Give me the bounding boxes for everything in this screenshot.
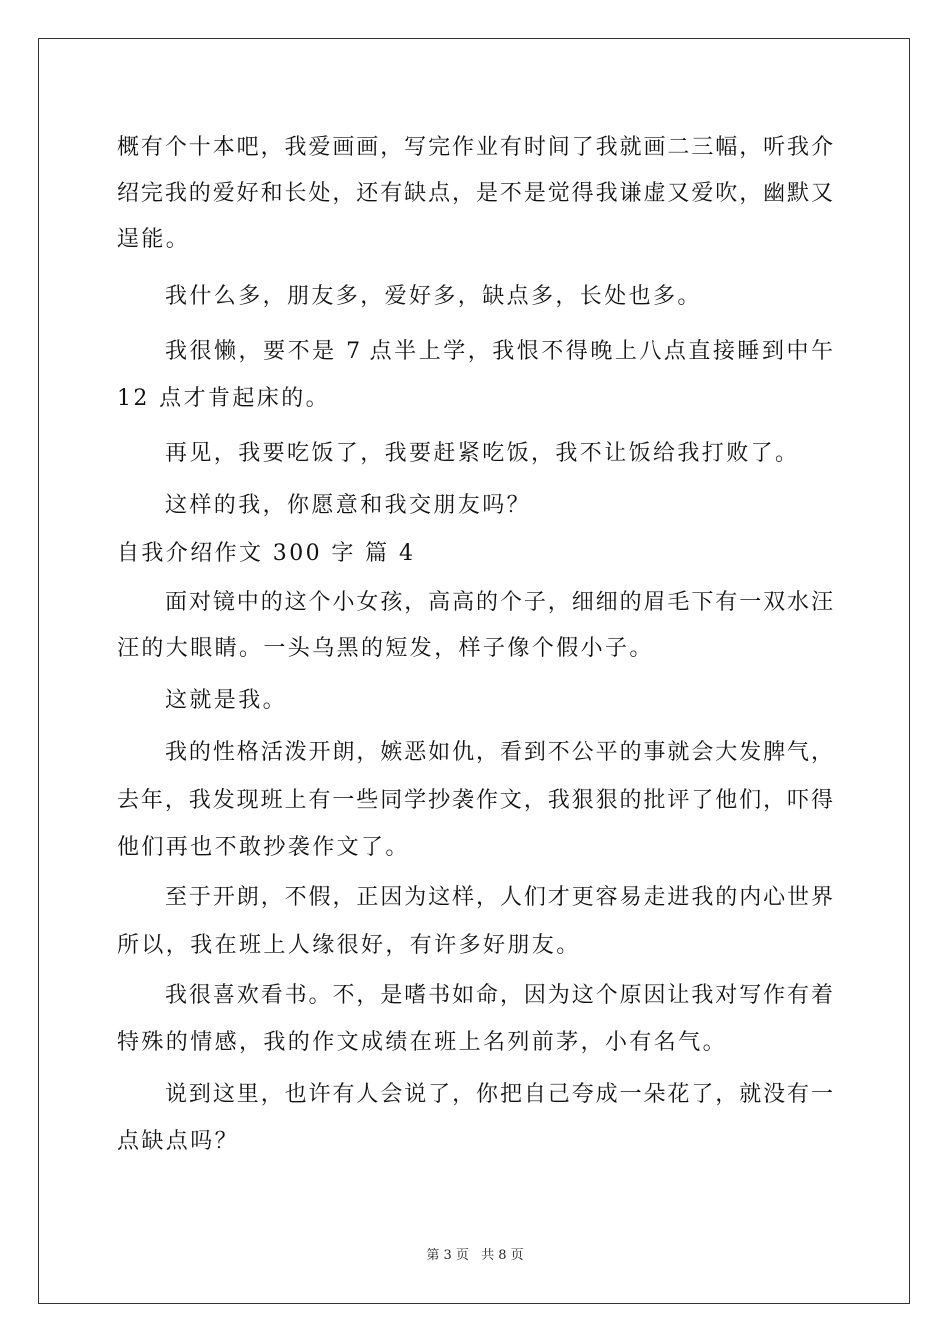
- text-line: 逞能。: [117, 227, 191, 252]
- page-footer: [0, 1244, 950, 1263]
- paragraph-line: 说到这里，也许有人会说了，你把自己夸成一朵花了，就没有一: [165, 1082, 833, 1107]
- page-total: 共 8 页: [481, 1248, 524, 1263]
- text-line: 12 点才肯起床的。: [117, 386, 330, 411]
- text-line: 绍完我的爱好和长处，还有缺点，是不是觉得我谦虚又爱吹，幽默又: [117, 181, 833, 206]
- text-line: 汪的大眼睛。一头乌黑的短发，样子像个假小子。: [117, 636, 654, 661]
- page-number: 第 3 页: [426, 1248, 469, 1263]
- text-line: 他们再也不敢抄袭作文了。: [117, 835, 410, 860]
- paragraph-line: 这就是我。: [165, 688, 288, 713]
- text-line: 点缺点吗？: [117, 1129, 240, 1154]
- text-line: 概有个十本吧，我爱画画，写完作业有时间了我就画二三幅，听我介: [117, 135, 833, 160]
- paragraph-line: 至于开朗，不假，正因为这样，人们才更容易走进我的内心世界: [165, 885, 833, 910]
- paragraph-line: 面对镜中的这个小女孩，高高的个子，细细的眉毛下有一双水汪: [165, 590, 833, 615]
- paragraph-line: 我很喜欢看书。不，是嗜书如命，因为这个原因让我对写作有着: [165, 983, 833, 1008]
- section-heading: 自我介绍作文 300 字 篇 4: [117, 541, 416, 566]
- paragraph-line: 我什么多，朋友多，爱好多，缺点多，长处也多。: [165, 284, 702, 309]
- text-line: 特殊的情感，我的作文成绩在班上名列前茅，小有名气。: [117, 1030, 728, 1055]
- text-line: 所以，我在班上人缘很好，有许多好朋友。: [117, 933, 581, 958]
- paragraph-line: 这样的我，你愿意和我交朋友吗？: [165, 493, 532, 518]
- paragraph-line: 我很懒，要不是 7 点半上学，我恨不得晚上八点直接睡到中午: [165, 339, 833, 364]
- paragraph-line: 再见，我要吃饭了，我要赶紧吃饭，我不让饭给我打败了。: [165, 441, 800, 466]
- text-line: 去年，我发现班上有一些同学抄袭作文，我狠狠的批评了他们，吓得: [117, 788, 833, 813]
- paragraph-line: 我的性格活泼开朗，嫉恶如仇，看到不公平的事就会大发脾气，: [165, 740, 833, 765]
